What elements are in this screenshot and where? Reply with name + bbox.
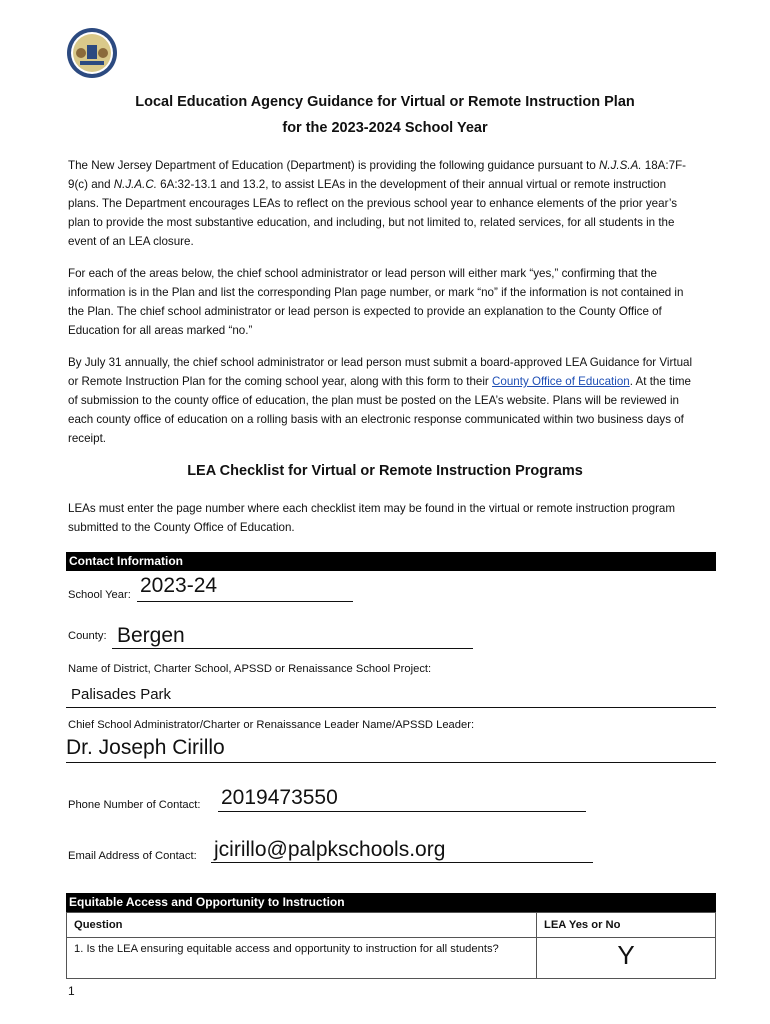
table-header-row	[67, 913, 716, 938]
leader-label: Chief School Administrator/Charter or Renaissance Leader Name/APSSD Leader:	[68, 719, 475, 731]
school-year-label: School Year:	[68, 589, 131, 601]
phone-label: Phone Number of Contact:	[68, 799, 201, 811]
question-1: 1. Is the LEA ensuring equitable access and opportunity to instruction for all students?	[67, 938, 537, 979]
district-field[interactable]: Palisades Park	[71, 686, 172, 703]
county-field[interactable]: Bergen	[117, 624, 185, 647]
email-label: Email Address of Contact:	[68, 850, 197, 862]
question-column-header: Question	[67, 913, 537, 938]
checklist-heading: LEA Checklist for Virtual or Remote Instruction Programs	[187, 463, 583, 479]
email-underline	[211, 862, 593, 863]
intro-paragraph-2: For each of the areas below, the chief school administrator or lead person will either mark “yes,” confirming that the information is in the Plan and list the corresponding Plan page number, or mark “no” if the information is not contained in the Plan. The chief school administrator or lead person is expected to provide an explanation to the County Office of Education for all areas marked “no.”	[68, 267, 684, 337]
email-field[interactable]: jcirillo@palpkschools.org	[214, 838, 446, 861]
page-number: 1	[68, 984, 75, 998]
contact-info-header: Contact Information	[66, 552, 716, 571]
document-title-line1: Local Education Agency Guidance for Virtual or Remote Instruction Plan	[135, 94, 635, 110]
document-title-line2: for the 2023-2024 School Year	[282, 120, 488, 136]
nj-state-seal-logo	[66, 27, 118, 79]
school-year-underline	[137, 601, 353, 602]
checklist-intro: LEAs must enter the page number where each checklist item may be found in the virtual or remote instruction program submitted to the County Office of Education.	[68, 502, 676, 534]
equitable-access-table	[66, 912, 716, 979]
school-year-field[interactable]: 2023-24	[140, 574, 218, 597]
leader-underline	[66, 762, 716, 763]
county-label: County:	[68, 630, 107, 642]
intro-paragraph-3: By July 31 annually, the chief school administrator or lead person must submit a board-approved LEA Guidance for Virtual or Remote Instruction Plan for the coming school year, along with this form to their County Office of Education. At the time of submission to the county office of education, the plan must be posted on the LEA’s website. Plans will be reviewed in each county office of education on a rolling basis with an electronic response communicated within two business days of receipt.	[68, 356, 693, 445]
equitable-access-header: Equitable Access and Opportunity to Instruction	[66, 893, 716, 912]
district-underline	[66, 707, 716, 708]
district-label: Name of District, Charter School, APSSD or Renaissance School Project:	[68, 663, 432, 675]
intro-paragraph-1: The New Jersey Department of Education (Department) is providing the following guidance pursuant to N.J.S.A. 18A:7F-9(c) and N.J.A.C. 6A:32-13.1 and 13.2, to assist LEAs in the development of their annual virtual or remote instruction plans. The Department encourages LEAs to reflect on the previous school year to enhance elements of the prior year’s plan to provide the most substantive education, and including, but not limited to, related services, for all students in the event of an LEA closure.	[68, 159, 687, 248]
phone-field[interactable]: 2019473550	[221, 786, 338, 809]
phone-underline	[218, 811, 586, 812]
answer-1-field[interactable]: Y	[537, 938, 716, 979]
answer-column-header: LEA Yes or No	[537, 913, 716, 938]
leader-field[interactable]: Dr. Joseph Cirillo	[66, 736, 225, 759]
county-office-link[interactable]: County Office of Education	[492, 375, 630, 388]
county-underline	[112, 648, 473, 649]
table-row	[67, 938, 716, 979]
